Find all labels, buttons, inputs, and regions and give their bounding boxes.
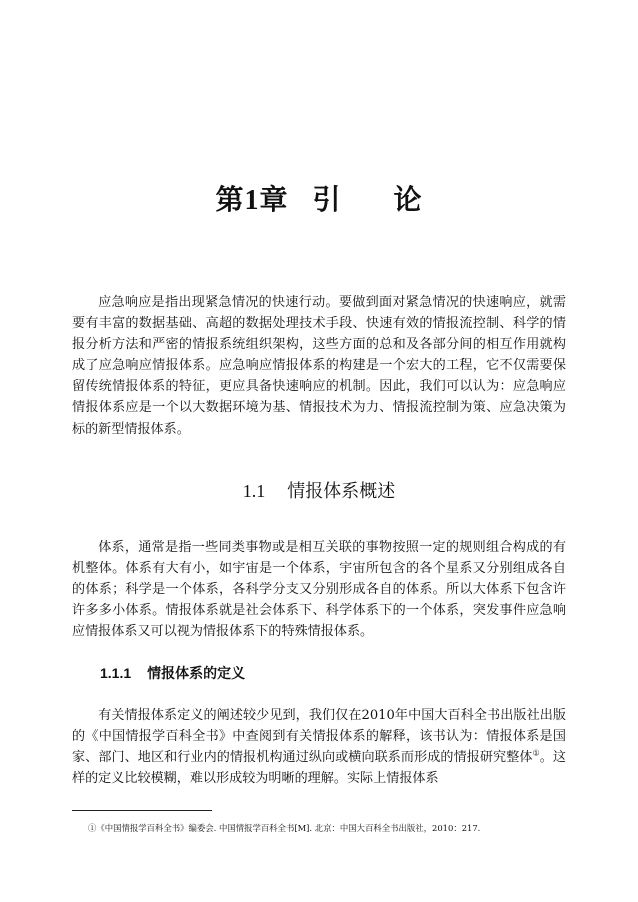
subsection-paragraph-text: 有关情报体系定义的阐述较少见到，我们仅在2010年中国大百科全书出版社出版的《中国情报学百科全书》中查阅到有关情报体系的解释，该书认为：情报体系是国家、部门、地区和行业内的情报机构通过纵向或横向联系而形成的情报研究整体 <box>72 708 566 766</box>
chapter-prefix: 第 <box>215 183 245 216</box>
section-paragraph: 体系，通常是指一些同类事物或是相互关联的事物按照一定的规则组合构成的有机整体。体系有大有小，如宇宙是一个体系，宇宙所包含的各个星系又分别组成各自的体系；科学是一个体系，各科学分支又分别形成各自的体系。所以大体系下包含许许多多小体系。情报体系就是社会体系下、科学体系下的一个体系，突发事件应急响应情报体系又可以视为情报体系下的特殊情报体系。 <box>72 540 566 640</box>
chapter-title-char-2: 论 <box>393 183 423 216</box>
section-title: 情报体系概述 <box>287 481 396 502</box>
subsection-heading <box>100 662 245 685</box>
subsection-title: 情报体系的定义 <box>147 666 246 682</box>
footnote-divider <box>72 810 212 811</box>
subsection-paragraph-text-continued: 。这样的定义比较模糊，难以形成较为明晰的理解。实际上情报体系 <box>72 750 567 787</box>
chapter-title <box>0 180 638 221</box>
subsection-paragraph <box>72 705 566 789</box>
chapter-suffix: 章 <box>259 183 289 216</box>
footnote: ①《中国情报学百科全书》编委会. 中国情报学百科全书[M]. 北京：中国大百科全书出版社，2010：217. <box>88 823 481 833</box>
footnote-reference[interactable]: ① <box>532 748 540 758</box>
chapter-number: 1 <box>244 185 260 216</box>
subsection-number: 1.1.1 <box>100 665 132 681</box>
section-number: 1.1 <box>242 481 266 501</box>
chapter-title-char-1: 引 <box>312 183 342 216</box>
intro-paragraph: 应急响应是指出现紧急情况的快速行动。要做到面对紧急情况的快速响应，就需要有丰富的数据基础、高超的数据处理技术手段、快速有效的情报流控制、科学的情报分析方法和严密的情报系统组织架构，这些方面的总和及各部分间的相互作用就构成了应急响应情报体系。应急响应情报体系的构建是一个宏大的工程，它不仅需要保留传统情报体系的特征，更应具备快速响应的机制。因此，我们可以认为：应急响应情报体系应是一个以大数据环境为基、情报技术为力、情报流控制为策、应急决策为标的新型情报体系。 <box>72 295 566 437</box>
section-heading <box>0 478 638 505</box>
